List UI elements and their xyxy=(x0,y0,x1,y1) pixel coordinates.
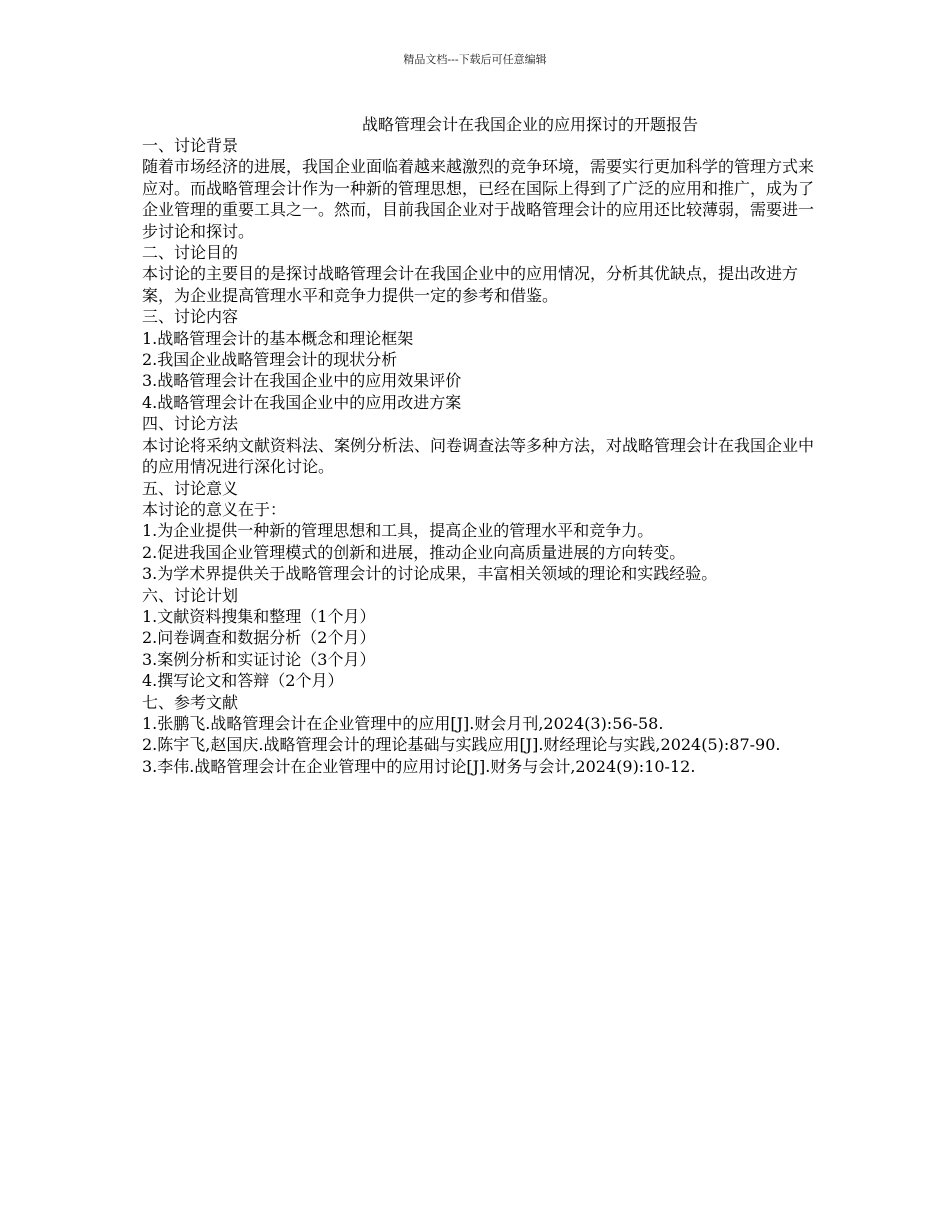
reference-item: 1.张鹏飞.战略管理会计在企业管理中的应用[J].财会月刊,2024(3):56-58. xyxy=(142,713,664,733)
section-heading-plan: 六、讨论计划 xyxy=(142,585,239,605)
list-item: 3.战略管理会计在我国企业中的应用效果评价 xyxy=(142,371,462,391)
list-item: 1.战略管理会计的基本概念和理论框架 xyxy=(142,328,414,348)
list-item: 1.文献资料搜集和整理（1个月） xyxy=(142,606,376,626)
document-body xyxy=(142,135,814,777)
page-header: 精品文档---下载后可任意编辑 xyxy=(403,53,547,66)
section-heading-background: 一、讨论背景 xyxy=(142,136,239,155)
section-heading-significance: 五、讨论意义 xyxy=(142,478,239,498)
significance-intro: 本讨论的意义在于： xyxy=(142,499,287,519)
reference-item: 3.李伟.战略管理会计在企业管理中的应用讨论[J].财务与会计,2024(9):10-12. xyxy=(142,756,696,776)
background-paragraph: 随着市场经济的进展，我国企业面临着越来越激烈的竞争环境，需要实行更加科学的管理方式来应对。而战略管理会计作为一种新的管理思想，已经在国际上得到了广泛的应用和推广，成为了企业管理的重要工具之一。然而，目前我国企业对于战略管理会计的应用还比较薄弱，需要进一步讨论和探讨。 xyxy=(142,157,815,241)
method-paragraph: 本讨论将采纳文献资料法、案例分析法、问卷调查法等多种方法，对战略管理会计在我国企业中的应用情况进行深化讨论。 xyxy=(142,435,815,477)
reference-item: 2.陈宇飞,赵国庆.战略管理会计的理论基础与实践应用[J].财经理论与实践,2024(5):87-90. xyxy=(142,735,781,755)
list-item: 2.问卷调查和数据分析（2个月） xyxy=(142,628,376,648)
list-item: 4.撰写论文和答辩（2个月） xyxy=(142,671,344,691)
list-item: 1.为企业提供一种新的管理思想和工具，提高企业的管理水平和竞争力。 xyxy=(142,521,654,541)
section-heading-purpose: 二、讨论目的 xyxy=(142,243,239,263)
section-heading-content: 三、讨论内容 xyxy=(142,307,239,327)
list-item: 3.为学术界提供关于战略管理会计的讨论成果，丰富相关领域的理论和实践经验。 xyxy=(142,564,718,584)
list-item: 3.案例分析和实证讨论（3个月） xyxy=(142,649,376,669)
list-item: 2.促进我国企业管理模式的创新和进展，推动企业向高质量进展的方向转变。 xyxy=(142,542,686,562)
list-item: 4.战略管理会计在我国企业中的应用改进方案 xyxy=(142,392,462,412)
section-heading-method: 四、讨论方法 xyxy=(142,414,239,434)
document-title: 战略管理会计在我国企业的应用探讨的开题报告 xyxy=(362,115,699,134)
section-heading-references: 七、参考文献 xyxy=(142,692,239,712)
list-item: 2.我国企业战略管理会计的现状分析 xyxy=(142,350,398,370)
purpose-paragraph: 本讨论的主要目的是探讨战略管理会计在我国企业中的应用情况，分析其优缺点，提出改进方案，为企业提高管理水平和竞争力提供一定的参考和借鉴。 xyxy=(142,264,799,305)
